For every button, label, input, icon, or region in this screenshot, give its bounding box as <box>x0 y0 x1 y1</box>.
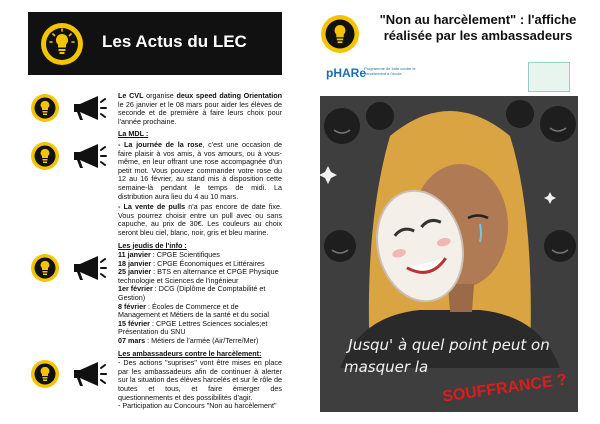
mdl-section: La MDL : <box>118 129 149 139</box>
lightbulb-icon <box>31 254 59 282</box>
amb-text1: - Des actions "suprises" vont être mises en place par les ambassadeurs afin de continuer à alerter sur la situation des élèves harcelés et sur le rôle de toutes et tous, et faire émerger des questionnements et des possibilités d'agir. <box>118 358 282 402</box>
megaphone-icon <box>74 144 106 168</box>
info-item: 18 janvier : CPGE Économiques et Littéraires <box>118 258 265 268</box>
info-list <box>118 251 282 346</box>
megaphone-icon <box>74 362 106 386</box>
anti-harassment-poster <box>320 58 578 412</box>
icon-row-cvl <box>30 92 108 132</box>
info-item: 8 février : Écoles de Commerce et de Management et Métiers de la santé et du social <box>118 301 270 320</box>
info-item: 15 février : CPGE Lettres Sciences sociales;et Présentation du SNU <box>118 318 268 337</box>
info-item: 07 mars : Métiers de l'armée (Air/Terre/Mer) <box>118 336 259 346</box>
megaphone-icon <box>74 256 106 280</box>
amb-text2: - Participation au Concours "Non au harcèlement" <box>118 401 277 411</box>
academy-logo <box>528 62 570 92</box>
poster-heading: "Non au harcèlement" : l'affiche réalisée par les ambassadeurs <box>379 12 577 43</box>
info-item: 11 janvier : CPGE Scientifiques <box>118 250 220 260</box>
cvl-paragraph: Le CVL organise deux speed dating Orientation le 26 janvier et le 08 mars pour aider les élèves de seconde et de première à faire leurs choix pour l'année prochaine. <box>118 91 282 126</box>
poster-illustration <box>320 96 578 368</box>
mdl-rose: - La journée de la rose, c'est une occasion de faire plaisir à vos amis, à vos amours, ou à vous-même, en leur offrant une rose accompagnée d'un petit mot. Vous pouvez commander votre rose du 12 au 16 février, au stand mis à disposition cette semaine-là pendant le temps de midi. La distribution aura lieu du 4 au 10 mars. <box>118 139 282 201</box>
poster-slogan-highlight: SOUFFRANCE ? <box>441 371 568 406</box>
megaphone-icon <box>74 96 106 120</box>
info-heading: Les jeudis de l'info : <box>118 240 187 250</box>
mdl-pulls: - La vente de pulls n'a pas encore de date fixe. Vous pourrez choisir entre un pull avec ou sans capuche, au prix de 30€. Les couleurs au choix seront bleu ciel, blanc, noir, gris et bleu marine. <box>118 202 282 237</box>
title-banner <box>28 12 282 75</box>
info-item: 25 janvier : BTS en alternance et CPGE Physique technologie et Sciences de l'ingénieur <box>118 267 279 285</box>
lightbulb-icon <box>320 14 360 54</box>
icon-row-amb <box>30 358 108 398</box>
news-column <box>118 92 282 415</box>
lightbulb-icon <box>31 94 59 122</box>
poster-slogan-line2: masquer la <box>344 358 429 376</box>
page-title: Les Actus du LEC <box>102 32 247 51</box>
poster-logo-strip <box>320 58 578 96</box>
info-item: 1er février : DCG (Diplôme de Comptabilité et Gestion) <box>118 284 266 303</box>
phare-logo: pHARe <box>326 66 367 80</box>
lightbulb-icon <box>40 22 84 66</box>
amb-heading: Les ambassadeurs contre le harcèlement: <box>118 348 262 358</box>
icon-row-mdl <box>30 140 108 180</box>
icon-row-info <box>30 252 108 292</box>
phare-logo-subtitle: Programme de lutte contre le harcèlement à l'école <box>364 66 416 76</box>
lightbulb-icon <box>31 142 59 170</box>
lightbulb-icon <box>31 360 59 388</box>
poster-slogan-line1: Jusqu' à quel point peut on <box>348 336 550 354</box>
